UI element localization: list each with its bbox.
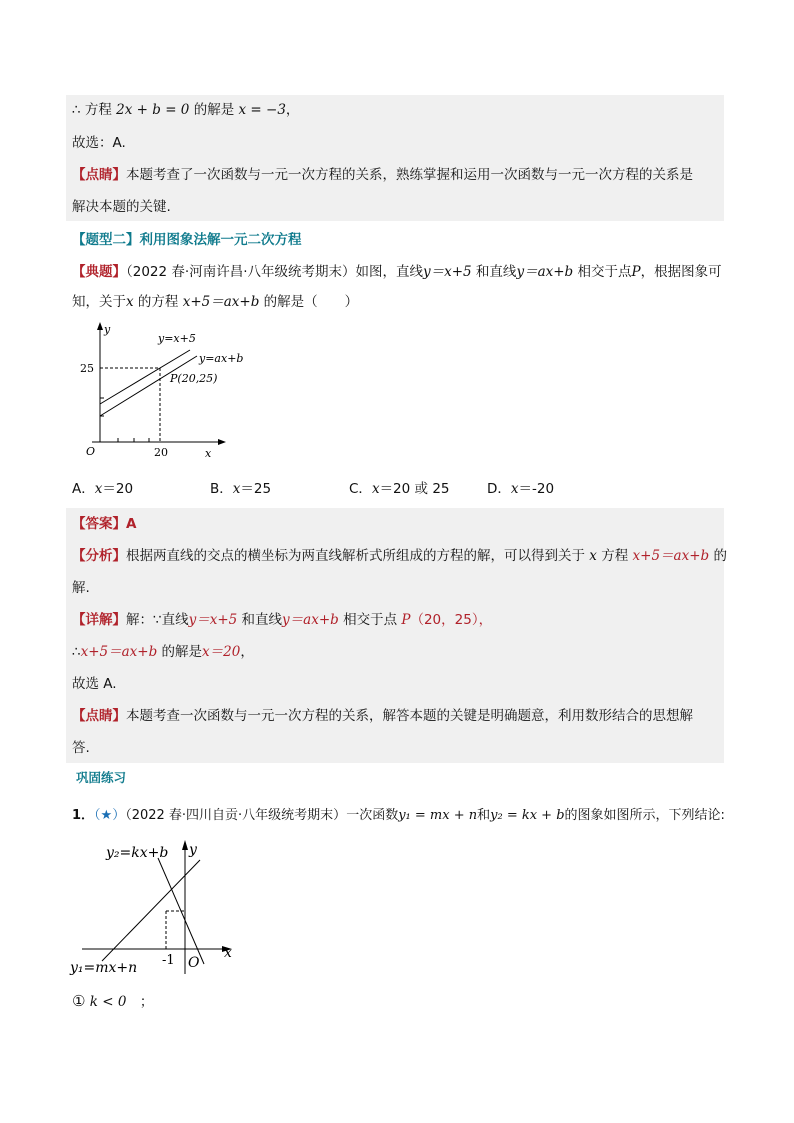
point-p: P xyxy=(631,264,641,280)
analysis-text: 根据两直线的交点的横坐标为两直线解析式所组成的方程的解，可以得到关于 xyxy=(126,548,590,564)
option-var: x xyxy=(232,481,241,497)
analysis-line-1 xyxy=(72,545,727,567)
analysis-line-2: 解. xyxy=(72,580,90,596)
origin-label: O xyxy=(188,955,200,971)
dianjing-tag: 【点睛】 xyxy=(72,708,126,724)
y-axis-label: y xyxy=(189,842,197,858)
var-x: x xyxy=(589,548,597,564)
dianjing-text: 本题考查了一次函数与一元一次方程的关系，熟练掌握和运用一次函数与一元一次方程的关系是 xyxy=(126,167,693,183)
line2-label: y=ax+b xyxy=(199,352,244,365)
answer-line xyxy=(72,513,136,535)
line1-label: y=x+5 xyxy=(158,332,196,345)
question-text: 的图象如图所示，下列结论: xyxy=(564,808,725,823)
x-tick-label: -1 xyxy=(162,953,175,968)
dianjing-line-1 xyxy=(72,705,693,727)
analysis-equation: x+5＝ax+b xyxy=(632,548,710,564)
conclusion-text: k < 0 xyxy=(89,994,127,1010)
question-1-line xyxy=(72,805,725,827)
prev-dianjing-1 xyxy=(72,164,693,186)
option-letter: C． xyxy=(349,481,372,497)
y-axis-label: y xyxy=(104,323,111,336)
option-var: x xyxy=(371,481,380,497)
example-equation: x+5＝ax+b xyxy=(182,294,260,310)
question-text: 和 xyxy=(477,808,491,823)
option-d[interactable] xyxy=(487,478,554,500)
example-text: 和直线 xyxy=(471,264,517,280)
prev-equation: 2x + b = 0 xyxy=(116,102,190,118)
point-label: P(20,25) xyxy=(170,372,218,385)
example-text: ，根据图象可 xyxy=(640,264,722,280)
question-text: 一次函数 xyxy=(346,808,399,823)
formula-1: y＝x+5 xyxy=(188,612,238,628)
prev-text: ， xyxy=(285,102,300,118)
formula-1: y＝x+5 xyxy=(422,264,472,280)
option-letter: B． xyxy=(210,481,233,497)
detail-solution: x＝20 xyxy=(202,644,241,660)
prev-text: 的解是 xyxy=(189,102,239,118)
detail-text: 相交于点 xyxy=(338,612,398,628)
prev-line-2: 故选：A. xyxy=(72,135,126,151)
prev-solution: x = −3 xyxy=(238,102,286,118)
detail-text: 的解是 xyxy=(157,644,203,660)
option-value: ＝20 或 25 xyxy=(379,481,450,497)
dianjing-tag: 【点睛】 xyxy=(72,167,126,183)
example-line-1 xyxy=(72,261,722,283)
detail-tag: 【详解】 xyxy=(72,612,126,628)
option-letter: A． xyxy=(72,481,95,497)
dianjing-text: 本题考查一次函数与一元一次方程的关系，解答本题的关键是明确题意，利用数形结合的思想解 xyxy=(126,708,693,724)
x-tick-label: 20 xyxy=(154,446,168,459)
example-tag: 【典题】 xyxy=(72,264,126,280)
formula-2: y＝ax+b xyxy=(282,612,339,628)
example-text: 如图，直线 xyxy=(355,264,423,280)
question-source: （2022 春·四川自贡·八年级统考期末） xyxy=(125,808,347,823)
option-c[interactable] xyxy=(349,478,450,500)
conclusion-tail: ； xyxy=(126,994,154,1010)
x-axis-arrow xyxy=(218,439,226,445)
detail-text: 解：∵直线 xyxy=(126,612,189,628)
practice-title: 巩固练习 xyxy=(76,770,127,785)
example-text: 的解是（ ） xyxy=(259,294,359,310)
var-x: x xyxy=(126,294,134,310)
analysis-text: 的 xyxy=(709,548,727,564)
answer-value: A xyxy=(126,516,137,532)
question-number: 1． xyxy=(72,808,95,823)
star-icon: （★） xyxy=(94,808,126,823)
option-var: x xyxy=(94,481,103,497)
example-text: 的方程 xyxy=(133,294,183,310)
point-coords: （20，25）， xyxy=(410,612,493,628)
y1-label: y₁=mx+n xyxy=(70,960,138,976)
detail-text: ∴ xyxy=(72,644,81,660)
analysis-tag: 【分析】 xyxy=(72,548,126,564)
detail-text: 和直线 xyxy=(237,612,283,628)
detail-line-2 xyxy=(72,641,254,663)
y-axis-arrow xyxy=(97,322,103,330)
circled-number: ① xyxy=(72,992,86,1010)
prev-line-1 xyxy=(72,99,299,121)
option-var: x xyxy=(510,481,519,497)
y2-label: y₂=kx+b xyxy=(106,845,169,861)
example-source: （2022 春·河南许昌·八年级统考期末） xyxy=(126,264,356,280)
option-b[interactable] xyxy=(210,478,271,500)
example-text: 知，关于 xyxy=(72,294,126,310)
prev-dianjing-2: 解决本题的关键. xyxy=(72,199,171,215)
formula-y2: y₂ = kx + b xyxy=(490,808,565,823)
detail-equation: x+5＝ax+b xyxy=(80,644,158,660)
detail-line-3: 故选 A. xyxy=(72,676,117,692)
example-graph xyxy=(72,320,252,466)
dianjing-line-2: 答. xyxy=(72,740,90,756)
option-value: ＝20 xyxy=(102,481,134,497)
x-axis-label: x xyxy=(205,447,212,460)
point-p: P xyxy=(397,612,411,628)
option-value: ＝-20 xyxy=(518,481,555,497)
example-line-2 xyxy=(72,291,358,313)
practice-graph xyxy=(68,836,248,978)
option-value: ＝25 xyxy=(240,481,272,497)
origin-label: O xyxy=(86,445,96,458)
formula-2: y＝ax+b xyxy=(516,264,574,280)
y-axis-arrow xyxy=(182,840,188,850)
conclusion-1 xyxy=(72,990,153,1013)
y-tick-label: 25 xyxy=(80,362,94,375)
example-text: 相交于点 xyxy=(573,264,632,280)
prev-text: ∴ 方程 xyxy=(72,102,117,118)
section-title: 【题型二】利用图象法解一元二次方程 xyxy=(72,232,302,248)
detail-line-1 xyxy=(72,609,492,631)
line-y-ax-plus-b xyxy=(100,356,197,416)
option-a[interactable] xyxy=(72,478,133,500)
formula-y1: y₁ = mx + n xyxy=(398,808,478,823)
detail-text: ， xyxy=(240,644,254,660)
answer-tag: 【答案】 xyxy=(72,516,126,532)
option-letter: D． xyxy=(487,481,511,497)
analysis-text: 方程 xyxy=(596,548,633,564)
x-axis-label: x xyxy=(224,945,232,961)
